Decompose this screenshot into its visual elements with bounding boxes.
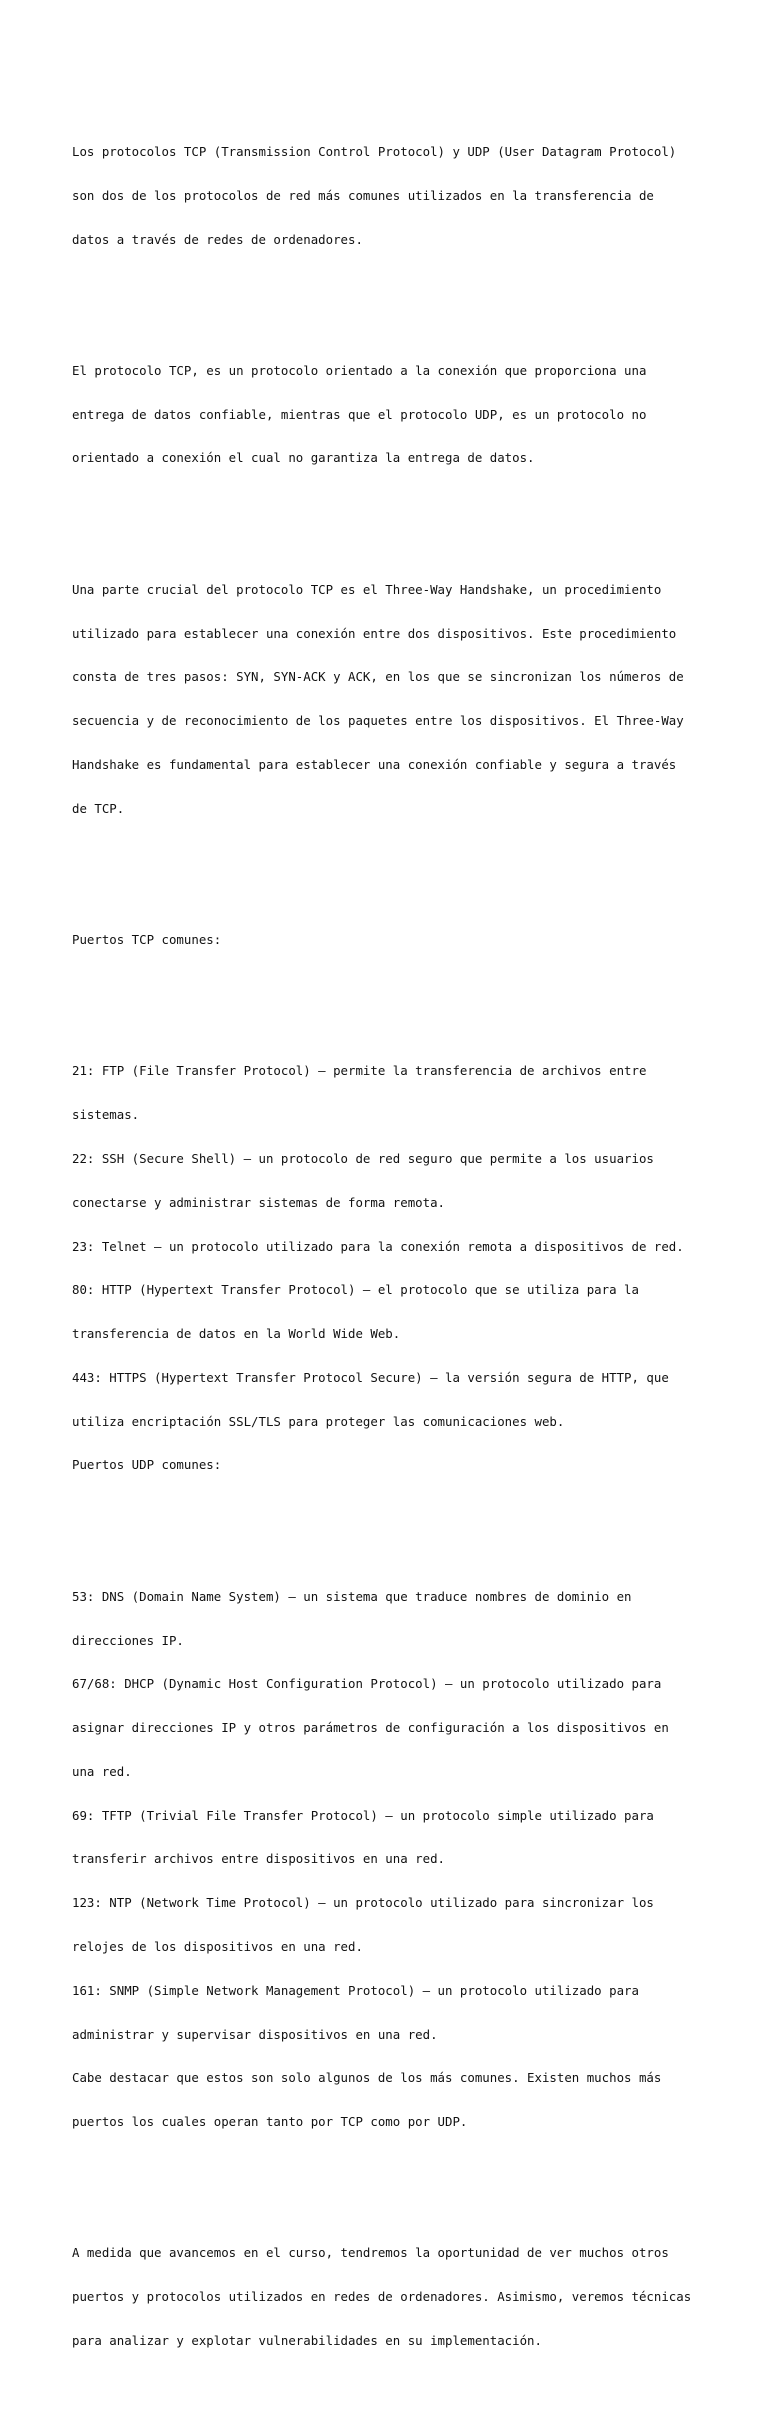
- document-body: [72, 72, 712, 2436]
- list-item: sistemas.: [72, 1107, 140, 1123]
- text-line: entrega de datos confiable, mientras que el protocolo UDP, es un protocolo no: [72, 406, 647, 422]
- paragraph-handshake: [72, 554, 712, 846]
- tcp-ports-list: [72, 1035, 712, 1502]
- list-item: 23: Telnet – un protocolo utilizado para la conexión remota a dispositivos de red.: [72, 1238, 684, 1254]
- paragraph-tcp-udp: [72, 335, 712, 496]
- text-line: A medida que avancemos en el curso, tendremos la oportunidad de ver muchos otros: [72, 2245, 669, 2261]
- text-line: El protocolo TCP, es un protocolo orientado a la conexión que proporciona una: [72, 362, 647, 378]
- list-item: 443: HTTPS (Hypertext Transfer Protocol Secure) – la versión segura de HTTP, que: [72, 1369, 669, 1385]
- text-line: Los protocolos TCP (Transmission Control Protocol) y UDP (User Datagram Protocol): [72, 143, 677, 159]
- text-line: utilizado para establecer una conexión entre dos dispositivos. Este procedimiento: [72, 625, 677, 641]
- text-line: para analizar y explotar vulnerabilidades en su implementación.: [72, 2333, 542, 2349]
- section-heading: Puertos TCP comunes:: [72, 932, 222, 948]
- list-item: transferir archivos entre dispositivos en una red.: [72, 1851, 445, 1867]
- text-line: de TCP.: [72, 800, 125, 816]
- udp-ports-list: [72, 1561, 712, 2159]
- list-item: 67/68: DHCP (Dynamic Host Configuration Protocol) – un protocolo utilizado para: [72, 1676, 662, 1692]
- tcp-ports-heading: [72, 904, 712, 977]
- list-item: transferencia de datos en la World Wide Web.: [72, 1326, 401, 1342]
- list-item: 53: DNS (Domain Name System) – un sistema que traduce nombres de dominio en: [72, 1588, 632, 1604]
- list-item: 80: HTTP (Hypertext Transfer Protocol) – el protocolo que se utiliza para la: [72, 1282, 639, 1298]
- text-line: puertos los cuales operan tanto por TCP como por UDP.: [72, 2114, 468, 2130]
- text-line: Una parte crucial del protocolo TCP es el Three-Way Handshake, un procedimiento: [72, 581, 662, 597]
- list-item: 21: FTP (File Transfer Protocol) – permite la transferencia de archivos entre: [72, 1063, 647, 1079]
- text-line: orientado a conexión el cual no garantiza la entrega de datos.: [72, 450, 535, 466]
- paragraph-conclusion: [72, 2217, 712, 2378]
- text-line: Cabe destacar que estos son solo algunos de los más comunes. Existen muchos más: [72, 2070, 662, 2086]
- text-line: puertos y protocolos utilizados en redes de ordenadores. Asimismo, veremos técnicas: [72, 2289, 692, 2305]
- text-line: secuencia y de reconocimiento de los paquetes entre los dispositivos. El Three-Way: [72, 713, 684, 729]
- list-item: utiliza encriptación SSL/TLS para proteger las comunicaciones web.: [72, 1413, 565, 1429]
- text-line: datos a través de redes de ordenadores.: [72, 231, 363, 247]
- list-item: 161: SNMP (Simple Network Management Protocol) – un protocolo utilizado para: [72, 1982, 639, 1998]
- section-heading: Puertos UDP comunes:: [72, 1457, 222, 1473]
- list-item: 22: SSH (Secure Shell) – un protocolo de red seguro que permite a los usuarios: [72, 1150, 654, 1166]
- text-line: Handshake es fundamental para establecer una conexión confiable y segura a través: [72, 756, 677, 772]
- list-item: administrar y supervisar dispositivos en una red.: [72, 2026, 438, 2042]
- list-item: direcciones IP.: [72, 1632, 184, 1648]
- list-item: asignar direcciones IP y otros parámetros de configuración a los dispositivos en: [72, 1720, 669, 1736]
- list-item: conectarse y administrar sistemas de forma remota.: [72, 1194, 445, 1210]
- list-item: relojes de los dispositivos en una red.: [72, 1939, 363, 1954]
- paragraph-intro: [72, 116, 712, 277]
- text-line: son dos de los protocolos de red más comunes utilizados en la transferencia de: [72, 187, 654, 203]
- text-line: consta de tres pasos: SYN, SYN-ACK y ACK, en los que se sincronizan los números de: [72, 669, 684, 685]
- list-item: una red.: [72, 1763, 132, 1779]
- list-item: 123: NTP (Network Time Protocol) – un protocolo utilizado para sincronizar los: [72, 1895, 654, 1911]
- list-item: 69: TFTP (Trivial File Transfer Protocol) – un protocolo simple utilizado para: [72, 1807, 654, 1823]
